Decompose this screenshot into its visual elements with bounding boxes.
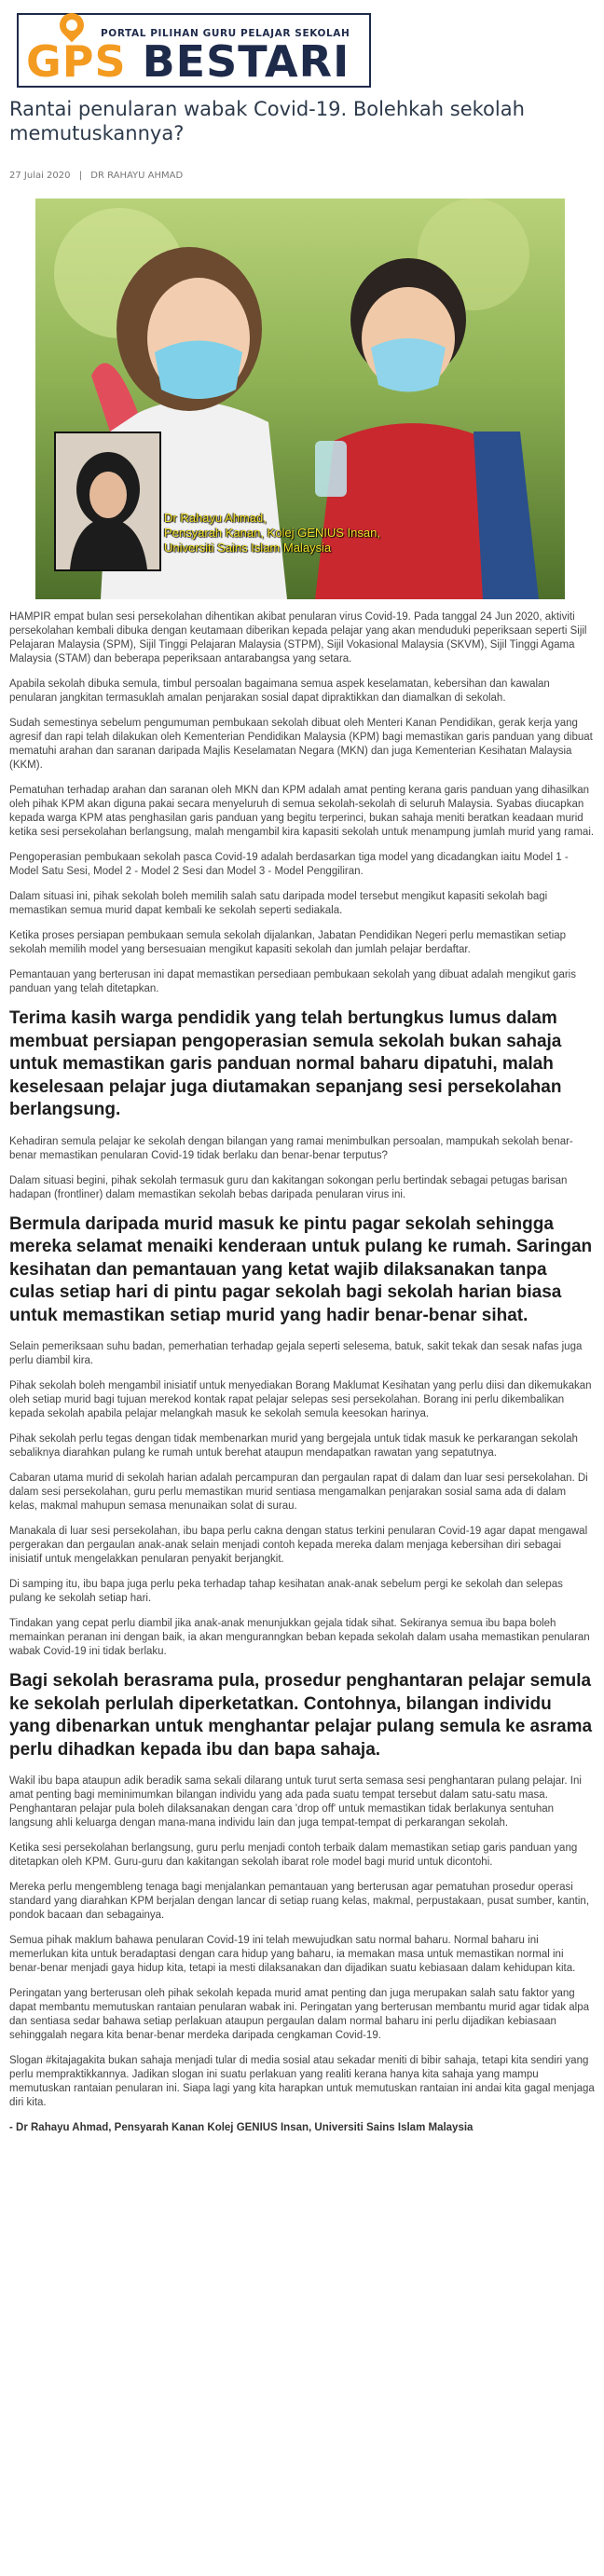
paragraph: Selain pemeriksaan suhu badan, pemerhatian terhadap gejala seperti selesema, batuk, sakit tekak dan sesak nafas juga perlu diambil kira. xyxy=(9,1341,583,1366)
article-title: Rantai penularan wabak Covid-19. Bolehkah sekolah memutuskannya? xyxy=(9,98,525,144)
caption-university: Universiti Sains Islam Malaysia xyxy=(164,541,332,555)
paragraph: Sudah semestinya sebelum pengumuman pembukaan sekolah dibuat oleh Menteri Kanan Pendidikan, gerak kerja yang agresif dan rapi telah dilakukan oleh Kementerian Pendidikan Malaysia (KPM) bagi memastikan garis panduan yang dibuat mematuhi arahan dan saranan daripada Majlis Keselamatan Negara (MKN) dan juga Kementerian Kesihatan Malaysia (KKM). xyxy=(9,718,593,771)
paragraph: Tindakan yang cepat perlu diambil jika anak-anak menunjukkan gejala tidak sihat. Sekiranya semua ibu bapa boleh memainkan peranan ini dengan baik, ia akan menguranngkan beban kepada sekolah dalam usaha memastikan penularan wabak Covid-19 ini tidak berlaku. xyxy=(9,1618,590,1657)
logo-wordmark xyxy=(26,36,350,87)
paragraph: Dalam situasi begini, pihak sekolah termasuk guru dan kakitangan sokongan perlu bertindak sebagai petugas barisan hadapan (frontliner) dalam memastikan sekolah bebas daripada penularan virus ini. xyxy=(9,1174,568,1200)
article-author[interactable]: DR RAHAYU AHMAD xyxy=(90,171,184,181)
logo-tagline: PORTAL PILIHAN GURU PELAJAR SEKOLAH xyxy=(101,28,350,39)
author-signature: - Dr Rahayu Ahmad, Pensyarah Kanan Kolej GENIUS Insan, Universiti Sains Islam Malaysia xyxy=(9,2122,474,2133)
site-logo[interactable] xyxy=(17,13,371,88)
logo-gps-text: GPS xyxy=(26,36,127,87)
article-meta xyxy=(9,171,183,181)
photo-caption xyxy=(164,511,500,555)
site-header xyxy=(0,0,604,93)
paragraph: Slogan #kitajagakita bukan sahaja menjadi tular di media sosial atau sekadar meniti di bibir sahaja, tetapi kita sendiri yang perlu mempraktikkannya. Jadikan slogan ini suatu perlakuan yang realiti kerana hanya kita sahaja yang mampu memutuskan rantaian penularan ini. Siapa lagi yang kita harapkan untuk memutuskan rantaian ini andai kita gagal menjaga diri kita. xyxy=(9,2055,595,2108)
logo-bestari-text: BESTARI xyxy=(142,36,350,87)
paragraph: Cabaran utama murid di sekolah harian adalah percampuran dan pergaulan rapat di dalam dan luar sesi persekolahan. Di dalam sesi persekolahan, guru perlu memastikan murid sentiasa mengamalkan penjarakan sosial sama ada di dalam kelas, makmal mahupun semasa menunaikan solat di surau. xyxy=(9,1473,588,1512)
article-date: 27 Julai 2020 xyxy=(9,171,71,181)
paragraph: Ketika proses persiapan pembukaan semula sekolah dijalankan, Jabatan Pendidikan Negeri perlu memastikan setiap sekolah memilih model yang bersesuaian mengikut kapasiti sekolah dan jumlah pelajar berdaftar. xyxy=(9,930,567,955)
author-portrait xyxy=(54,432,161,571)
pull-quote: Bagi sekolah berasrama pula, prosedur penghantaran pelajar semula ke sekolah perlulah diperketatkan. Contohnya, bilangan individu yang dibenarkan untuk menghantar pelajar pulang semula ke asrama perlu dihadkan kepada ibu dan bapa sahaja. xyxy=(9,1671,593,1760)
paragraph: Manakala di luar sesi persekolahan, ibu bapa perlu cakna dengan status terkini penularan Covid-19 agar dapat mengawal pergerakan dan pergaulan anak-anak selain menjadi contoh kepada mereka dalam menjaga kebersihan diri sebagai inisiatif untuk mengelakkan penularan penyakit berjangkit. xyxy=(9,1526,588,1565)
paragraph: Pihak sekolah perlu tegas dengan tidak membenarkan murid yang bergejala untuk tidak masuk ke perkarangan sekolah sebaliknya diarahkan pulang ke rumah untuk berehat ataupun mendapatkan rawatan yang sepatutnya. xyxy=(9,1433,578,1459)
paragraph: Pematuhan terhadap arahan dan saranan oleh MKN dan KPM adalah amat penting kerana garis panduan yang dihasilkan oleh pihak KPM akan diguna pakai secara menyeluruh di semua sekolah-sekolah di seluruh Malaysia. Syabas diucapkan kepada warga KPM atas penghasilan garis panduan yang begitu terperinci, bukan sahaja meniti beratkan keadaan murid ketika sesi persekolahan berlangsung, malah mengambil kira kapasiti sekolah untuk menampung jumlah murid yang ramai. xyxy=(9,785,595,838)
paragraph: Pihak sekolah boleh mengambil inisiatif untuk menyediakan Borang Maklumat Kesihatan yang perlu diisi dan dikemukakan oleh setiap murid bagi tujuan merekod kontak rapat pelajar selepas sesi persekolahan. Borang ini perlu dikembalikan kepada sekolah apabila pelajar melangkah masuk ke sekolah semula keesokan harinya. xyxy=(9,1380,592,1419)
article-body xyxy=(9,610,595,2146)
paragraph: HAMPIR empat bulan sesi persekolahan dihentikan akibat penularan virus Covid-19. Pada tanggal 24 Jun 2020, aktiviti persekolahan kembali dibuka dengan keutamaan diberikan kepada pelajar yang akan menduduki peperiksaan seperti Sijil Pelajaran Malaysia (SPM), Sijil Tinggi Pelajaran Malaysia (STPM), Sijil Vokasional Malaysia (SKVM), Sijil Tinggi Agama Malaysia (STAM) dan beberapa peperiksaan antarabangsa yang setara. xyxy=(9,611,587,665)
paragraph: Pemantauan yang berterusan ini dapat memastikan persediaan pembukaan sekolah yang dibuat adalah mengikut garis panduan yang telah ditetapkan. xyxy=(9,969,576,994)
meta-separator: | xyxy=(78,171,83,181)
paragraph: Pengoperasian pembukaan sekolah pasca Covid-19 adalah berdasarkan tiga model yang dicadangkan iaitu Model 1 - Model Satu Sesi, Model 2 - Model 2 Sesi dan Model 3 - Model Penggiliran. xyxy=(9,852,569,877)
paragraph: Dalam situasi ini, pihak sekolah boleh memilih salah satu daripada model tersebut mengikut kapasiti sekolah bagi memastikan semua murid dapat kembali ke sekolah seperti sediakala. xyxy=(9,891,548,916)
pull-quote: Terima kasih warga pendidik yang telah bertungkus lumus dalam membuat persiapan pengoperasian semula sekolah bukan sahaja untuk memastikan garis panduan normal baharu dipatuhi, malah keselesaan pelajar juga diutamakan sepanjang sesi persekolahan berlangsung. xyxy=(9,1008,562,1119)
paragraph: Peringatan yang berterusan oleh pihak sekolah kepada murid amat penting dan juga merupakan salah satu faktor yang dapat membantu memutuskan rantaian penularan wabak ini. Peringatan yang berterusan membantu murid agar tidak alpa dan sentiasa sedar bahawa setiap perlakuan ataupun pergaulan dalam normal baharu ini perlu dijadikan kebiasaan sehinggalah negara kita benar-benar merdeka daripada cengkaman Covid-19. xyxy=(9,1988,590,2041)
paragraph: Mereka perlu mengembleng tenaga bagi menjalankan pemantauan yang berterusan agar pematuhan prosedur operasi standard yang diarahkan KPM berjalan dengan lancar di setiap ruang kelas, makmal, perpustakaan, pusat sumber, kantin, pondok bacaan dan sebagainya. xyxy=(9,1882,590,1921)
hero-image xyxy=(35,199,565,599)
caption-position: Pensyarah Kanan, Kolej GENIUS Insan, xyxy=(164,526,380,540)
paragraph: Semua pihak maklum bahawa penularan Covid-19 ini telah mewujudkan satu normal baharu. Normal baharu ini memerlukan kita untuk beradaptasi dengan cara hidup yang baharu, ia memakan masa untuk memastikan normal ini benar-benar menjadi gaya hidup kita, tetapi ia mesti dilaksanakan dan dijadikan suatu kebiasaan dalam kehidupan kita. xyxy=(9,1935,576,1974)
paragraph: Apabila sekolah dibuka semula, timbul persoalan bagaimana semua aspek keselamatan, kebersihan dan kawalan penularan jangkitan termasuklah amalan penjarakan sosial dapat dipraktikkan dan diamalkan di sekolah. xyxy=(9,678,550,704)
pull-quote: Bermula daripada murid masuk ke pintu pagar sekolah sehingga mereka selamat menaiki kenderaan untuk pulang ke rumah. Saringan kesihatan dan pemantauan yang ketat wajib dilaksanakan tanpa culas setiap hari di pintu pagar sekolah bagi sekolah harian biasa untuk memastikan setiap murid yang hadir benar-benar sihat. xyxy=(9,1213,593,1325)
paragraph: Wakil ibu bapa ataupun adik beradik sama sekali dilarang untuk turut serta semasa sesi penghantaran pulang pelajar. Ini amat penting bagi meminimumkan bilangan individu yang ada pada suatu tempat tersebut dalam satu-satu masa. Penghantaran pelajar pula boleh dilaksanakan dengan cara 'drop off' untuk memastikan tidak berlakunya sentuhan langsung ahli keluarga dengan mana-mana individu lain dan juga tempat-tempat di perkarangan sekolah. xyxy=(9,1775,582,1829)
paragraph: Di samping itu, ibu bapa juga perlu peka terhadap tahap kesihatan anak-anak sebelum pergi ke sekolah dan selepas pulang ke sekolah setiap hari. xyxy=(9,1579,563,1604)
paragraph: Kehadiran semula pelajar ke sekolah dengan bilangan yang ramai menimbulkan persoalan, mampukah sekolah benar-benar memastikan penularan Covid-19 tidak berlaku dan benar-benar terputus? xyxy=(9,1135,573,1161)
paragraph: Ketika sesi persekolahan berlangsung, guru perlu menjadi contoh terbaik dalam memastikan setiap garis panduan yang ditetapkan oleh KPM. Guru-guru dan kakitangan sekolah ibarat role model bagi murid untuk dicontohi. xyxy=(9,1843,578,1868)
caption-name: Dr Rahayu Ahmad, xyxy=(164,511,267,525)
